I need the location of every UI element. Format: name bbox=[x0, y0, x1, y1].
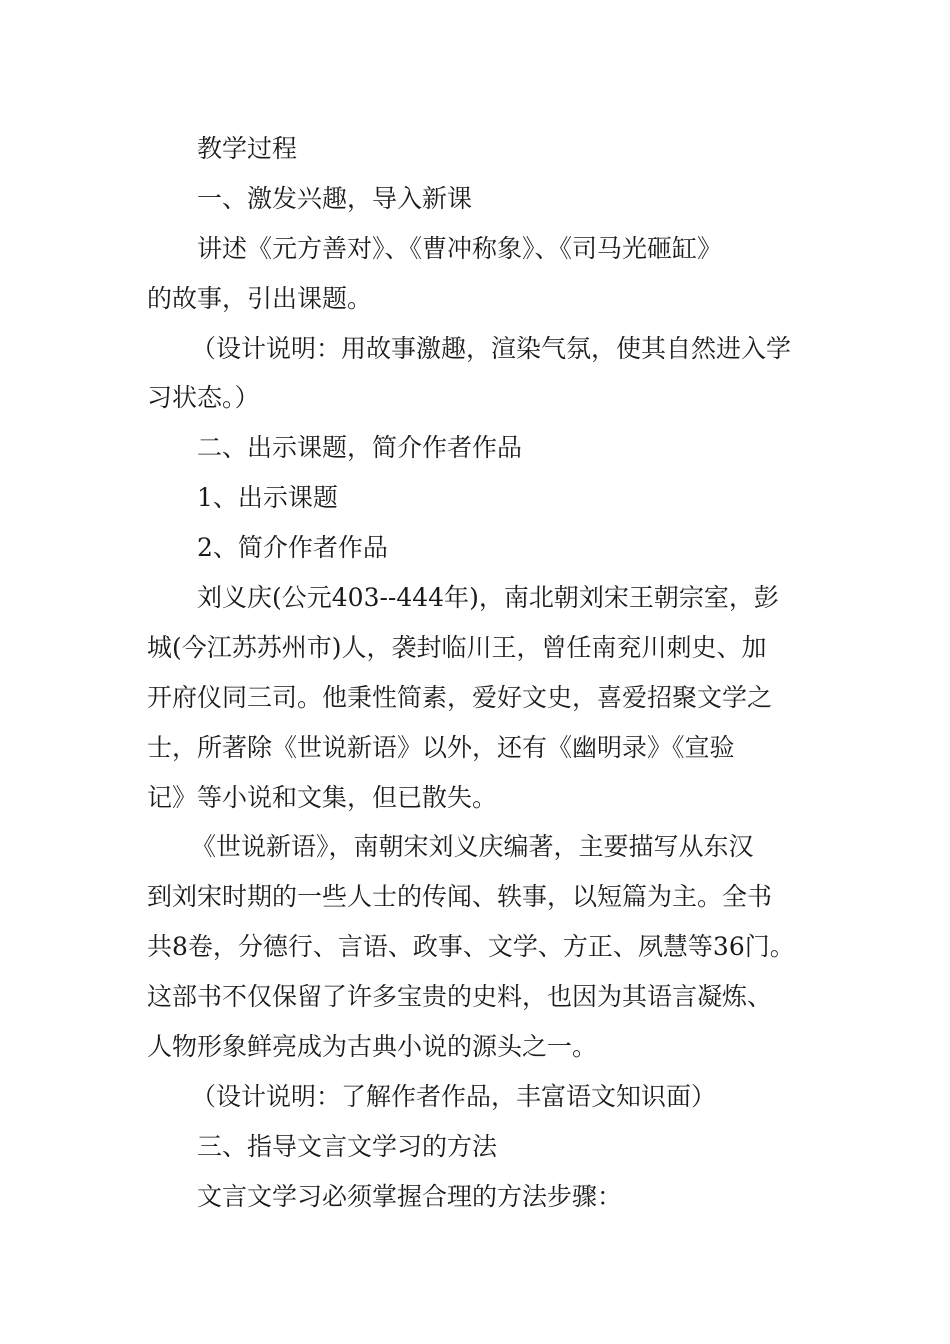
author-paragraph-line: 城(今江苏苏州市)人，袭封临川王，曾任南兖川刺史、加 bbox=[147, 632, 767, 662]
book-paragraph-line: 《世说新语》，南朝宋刘义庆编著，主要描写从东汉 bbox=[191, 832, 754, 862]
subsection-heading-2: 2、简介作者作品 bbox=[197, 533, 388, 563]
author-paragraph-line: 刘义庆(公元403--444年)，南北朝刘宋王朝宗室，彭 bbox=[197, 583, 779, 613]
book-paragraph-line: 到刘宋时期的一些人士的传闻、轶事，以短篇为主。全书 bbox=[147, 882, 773, 912]
section-heading-2: 二、出示课题，简介作者作品 bbox=[197, 433, 523, 463]
paragraph-line: 讲述《元方善对》、《曹冲称象》、《司马光砸缸》 bbox=[197, 233, 723, 263]
book-paragraph-line: 人物形象鲜亮成为古典小说的源头之一。 bbox=[147, 1032, 598, 1062]
document-body bbox=[147, 124, 807, 1222]
author-paragraph-line: 记》等小说和文集，但已散失。 bbox=[147, 782, 498, 812]
design-note-line: （设计说明：了解作者作品，丰富语文知识面） bbox=[191, 1081, 717, 1111]
paragraph-line: 文言文学习必须掌握合理的方法步骤： bbox=[197, 1181, 623, 1211]
section-heading-3: 三、指导文言文学习的方法 bbox=[197, 1131, 498, 1161]
book-paragraph-line: 共8卷，分德行、言语、政事、文学、方正、夙慧等36门。 bbox=[147, 932, 795, 962]
subsection-heading-1: 1、出示课题 bbox=[197, 483, 338, 513]
paragraph-line: 的故事，引出课题。 bbox=[147, 283, 373, 313]
section-heading-teaching-process: 教学过程 bbox=[197, 134, 298, 163]
design-note-line: （设计说明：用故事激趣，渲染气氛，使其自然进入学 bbox=[191, 333, 792, 363]
author-paragraph-line: 士，所著除《世说新语》以外，还有《幽明录》《宣验 bbox=[147, 732, 735, 762]
section-heading-1: 一、激发兴趣，导入新课 bbox=[197, 183, 473, 213]
book-paragraph-line: 这部书不仅保留了许多宝贵的史料，也因为其语言凝炼、 bbox=[147, 982, 773, 1012]
design-note-line: 习状态。） bbox=[147, 383, 260, 413]
author-paragraph-line: 开府仪同三司。他秉性简素，爱好文史，喜爱招聚文学之 bbox=[147, 682, 773, 712]
